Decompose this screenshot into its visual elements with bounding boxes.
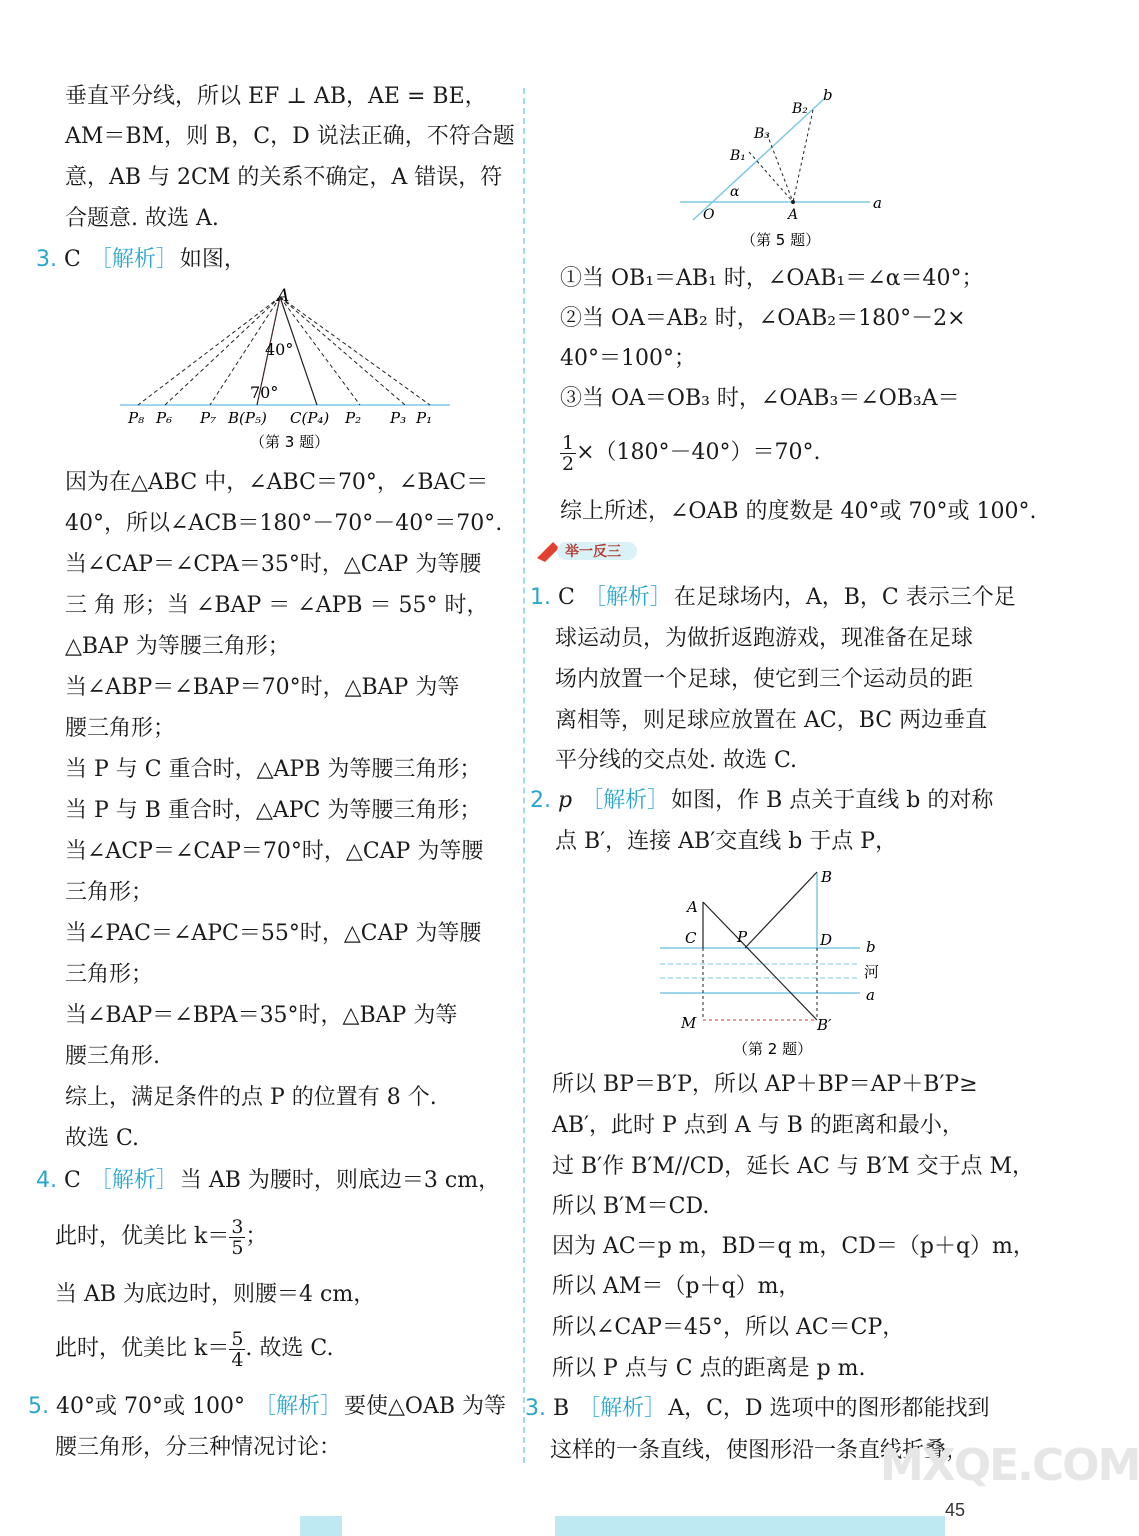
text: 在足球场内，A，B，C 表示三个足 bbox=[673, 585, 1016, 610]
point-label: P₂ bbox=[345, 409, 362, 427]
text: A，C，D 选项中的图形都能找到 bbox=[668, 1396, 990, 1421]
text-line: 合题意. 故选 A. bbox=[65, 206, 219, 231]
page-number: 45 bbox=[945, 1500, 966, 1520]
point-label: O bbox=[703, 207, 715, 223]
badge-label: 举一反三 bbox=[565, 544, 621, 560]
point-label: P₃ bbox=[390, 409, 407, 427]
text-line: 腰三角形，分三种情况讨论： bbox=[55, 1435, 342, 1460]
text-line: 球运动员，为做折返跑游戏，现准备在足球 bbox=[555, 626, 974, 651]
fraction bbox=[229, 1217, 245, 1258]
text-line: 场内放置一个足球，使它到三个运动员的距 bbox=[555, 667, 974, 692]
text-line bbox=[55, 1212, 267, 1262]
text-line: 当 AB 为底边时，则腰＝4 cm， bbox=[55, 1282, 376, 1307]
text: ×（180°－40°）＝70°. bbox=[576, 440, 821, 465]
text-line: 因为在△ABC 中，∠ABC＝70°，∠BAC＝ bbox=[65, 470, 489, 495]
point-A: A bbox=[277, 286, 290, 306]
denominator: 2 bbox=[562, 452, 575, 475]
question-4-header bbox=[36, 1166, 500, 1196]
analysis-tag: ［解析］ bbox=[89, 247, 178, 272]
text-line: ②当 OA＝AB₂ 时，∠OAB₂＝180°－2× bbox=[560, 306, 966, 331]
text-line: 当∠BAP＝∠BPA＝35°时，△BAP 为等 bbox=[65, 1003, 458, 1028]
numerator: 5 bbox=[231, 1327, 244, 1350]
point-label: M bbox=[681, 1014, 697, 1032]
angle-label: 40° bbox=[265, 340, 294, 359]
text-line: 所以 AM＝（p＋q）m， bbox=[552, 1274, 801, 1299]
fraction bbox=[229, 1329, 245, 1370]
text: 此时，优美比 k＝ bbox=[55, 1224, 230, 1249]
text: 如图， bbox=[179, 247, 246, 272]
text-line: 三 角 形；当 ∠BAP ＝ ∠APB ＝ 55° 时， bbox=[65, 593, 489, 618]
answer: C bbox=[64, 1168, 81, 1193]
point-label: A bbox=[788, 207, 799, 223]
text-line: 当∠ACP＝∠CAP＝70°时，△CAP 为等腰 bbox=[65, 839, 484, 864]
angle-label: α bbox=[730, 184, 740, 200]
point-label: P₇ bbox=[200, 409, 217, 427]
question-number: 4. bbox=[36, 1168, 57, 1193]
figure-caption: （第 2 题） bbox=[733, 1040, 813, 1058]
figure-3 bbox=[120, 285, 460, 460]
text-line: AB′，此时 P 点到 A 与 B 的距离和最小， bbox=[552, 1113, 964, 1138]
line-label: b bbox=[866, 938, 876, 956]
angle-label: 70° bbox=[250, 383, 279, 402]
question-1-header bbox=[530, 583, 1016, 613]
analysis-tag: ［解析］ bbox=[253, 1394, 342, 1419]
answer: C bbox=[558, 585, 575, 610]
figure-caption: （第 3 题） bbox=[250, 433, 330, 451]
footer-bar bbox=[555, 1516, 945, 1536]
text-line: 三角形； bbox=[65, 962, 154, 987]
text-line: 综上所述，∠OAB 的度数是 40°或 70°或 100°. bbox=[560, 499, 1037, 524]
text-line: 所以 BP＝B′P，所以 AP＋BP＝AP＋B′P≥ bbox=[552, 1072, 978, 1097]
point-label: P₆ bbox=[156, 409, 173, 427]
text-line: 离相等，则足球应放置在 AC，BC 两边垂直 bbox=[555, 708, 988, 733]
text-line: 腰三角形； bbox=[65, 716, 176, 741]
text-line: 平分线的交点处. 故选 C. bbox=[555, 748, 798, 773]
denominator: 5 bbox=[231, 1236, 244, 1259]
text: 此时，优美比 k＝ bbox=[55, 1336, 230, 1361]
text-line: 因为 AC＝p m，BD＝q m，CD＝（p＋q）m， bbox=[552, 1234, 1035, 1259]
question-2-header bbox=[530, 786, 993, 816]
answer: p bbox=[558, 788, 573, 813]
text-line: 当∠PAC＝∠APC＝55°时，△CAP 为等腰 bbox=[65, 921, 482, 946]
text-line bbox=[55, 1324, 333, 1374]
numerator: 3 bbox=[231, 1215, 244, 1238]
fraction bbox=[560, 433, 576, 474]
text-line: 过 B′作 B′M//CD，延长 AC 与 B′M 交于点 M， bbox=[552, 1154, 1035, 1179]
footer-bar bbox=[300, 1516, 342, 1536]
text-line: AM＝BM，则 B，C，D 说法正确，不符合题 bbox=[65, 124, 515, 149]
section-badge bbox=[535, 538, 640, 564]
text: 当 AB 为腰时，则底边＝3 cm， bbox=[179, 1168, 501, 1193]
text: ； bbox=[245, 1224, 268, 1249]
text-line: 所以 P 点与 C 点的距离是 p m. bbox=[552, 1356, 866, 1381]
text-line: 故选 C. bbox=[65, 1126, 140, 1151]
text-line bbox=[560, 428, 821, 478]
question-number: 1. bbox=[530, 585, 551, 610]
text-line: 垂直平分线，所以 EF ⊥ AB，AE = BE， bbox=[65, 84, 487, 109]
point-label: B(P₅) bbox=[228, 409, 267, 427]
text-line: 所以 B′M＝CD. bbox=[552, 1194, 710, 1219]
text-line: 这样的一条直线，使图形沿一条直线折叠， bbox=[550, 1438, 969, 1463]
answer: B bbox=[553, 1396, 570, 1421]
point-label: P₁ bbox=[416, 409, 433, 427]
line-label: a bbox=[873, 194, 882, 212]
point-label: B₁ bbox=[730, 148, 746, 164]
figure-5 bbox=[675, 88, 895, 253]
river-label: 河 bbox=[864, 963, 880, 981]
text-line: 综上，满足条件的点 P 的位置有 8 个. bbox=[65, 1085, 437, 1110]
text-line: ③当 OA＝OB₃ 时，∠OAB₃＝∠OB₃A＝ bbox=[560, 386, 960, 411]
figure-caption: （第 5 题） bbox=[741, 231, 821, 249]
watermark: MXQE.COM bbox=[880, 1440, 1139, 1491]
text-line: 40°，所以∠ACB＝180°－70°－40°＝70°. bbox=[65, 511, 503, 536]
text-line: 点 B′，连接 AB′交直线 b 于点 P， bbox=[555, 829, 898, 854]
question-5-header bbox=[28, 1392, 506, 1422]
line-label: a bbox=[866, 986, 875, 1004]
text-line: 当 P 与 C 重合时，△APB 为等腰三角形； bbox=[65, 757, 482, 782]
text-line: 40°＝100°； bbox=[560, 346, 696, 371]
text-line: 所以∠CAP＝45°，所以 AC＝CP， bbox=[552, 1315, 905, 1340]
point-label: C(P₄) bbox=[290, 409, 330, 427]
text-line: 当∠ABP＝∠BAP＝70°时，△BAP 为等 bbox=[65, 675, 460, 700]
text-line: ①当 OB₁＝AB₁ 时，∠OAB₁＝∠α＝40°； bbox=[560, 266, 984, 291]
text-line: 当 P 与 B 重合时，△APC 为等腰三角形； bbox=[65, 798, 482, 823]
text-line: 当∠CAP＝∠CPA＝35°时，△CAP 为等腰 bbox=[65, 552, 482, 577]
question-number: 3. bbox=[525, 1396, 546, 1421]
numerator: 1 bbox=[562, 431, 575, 454]
point-label: P₈ bbox=[128, 409, 145, 427]
point-label: B₃ bbox=[754, 126, 770, 142]
point-label: B₂ bbox=[792, 101, 808, 117]
text: 要使△OAB 为等 bbox=[343, 1394, 506, 1419]
point-label: B bbox=[821, 868, 833, 886]
analysis-tag: ［解析］ bbox=[89, 1168, 178, 1193]
point-label: B′ bbox=[817, 1016, 832, 1034]
point-label: P bbox=[737, 928, 748, 946]
question-3-right-header bbox=[525, 1394, 990, 1424]
text-line: 三角形； bbox=[65, 880, 154, 905]
question-3-header bbox=[36, 245, 246, 275]
question-number: 2. bbox=[530, 788, 551, 813]
denominator: 4 bbox=[231, 1348, 244, 1371]
answer: C bbox=[64, 247, 81, 272]
text-line: △BAP 为等腰三角形； bbox=[65, 634, 290, 659]
figure-2 bbox=[655, 862, 900, 1062]
analysis-tag: ［解析］ bbox=[578, 1396, 667, 1421]
text: 如图，作 B 点关于直线 b 的对称 bbox=[671, 788, 994, 813]
line-label: b bbox=[823, 86, 833, 104]
text-line: 腰三角形. bbox=[65, 1044, 160, 1069]
text-line: 意，AB 与 2CM 的关系不确定，A 错误，符 bbox=[65, 165, 503, 190]
analysis-tag: ［解析］ bbox=[583, 585, 672, 610]
text: . 故选 C. bbox=[245, 1336, 334, 1361]
answer: 40°或 70°或 100° bbox=[56, 1394, 245, 1419]
question-number: 5. bbox=[28, 1394, 49, 1419]
question-number: 3. bbox=[36, 247, 57, 272]
analysis-tag: ［解析］ bbox=[581, 788, 670, 813]
point-label: A bbox=[687, 898, 698, 916]
column-divider bbox=[523, 88, 525, 1463]
point-label: C bbox=[685, 929, 697, 947]
point-label: D bbox=[820, 931, 833, 949]
